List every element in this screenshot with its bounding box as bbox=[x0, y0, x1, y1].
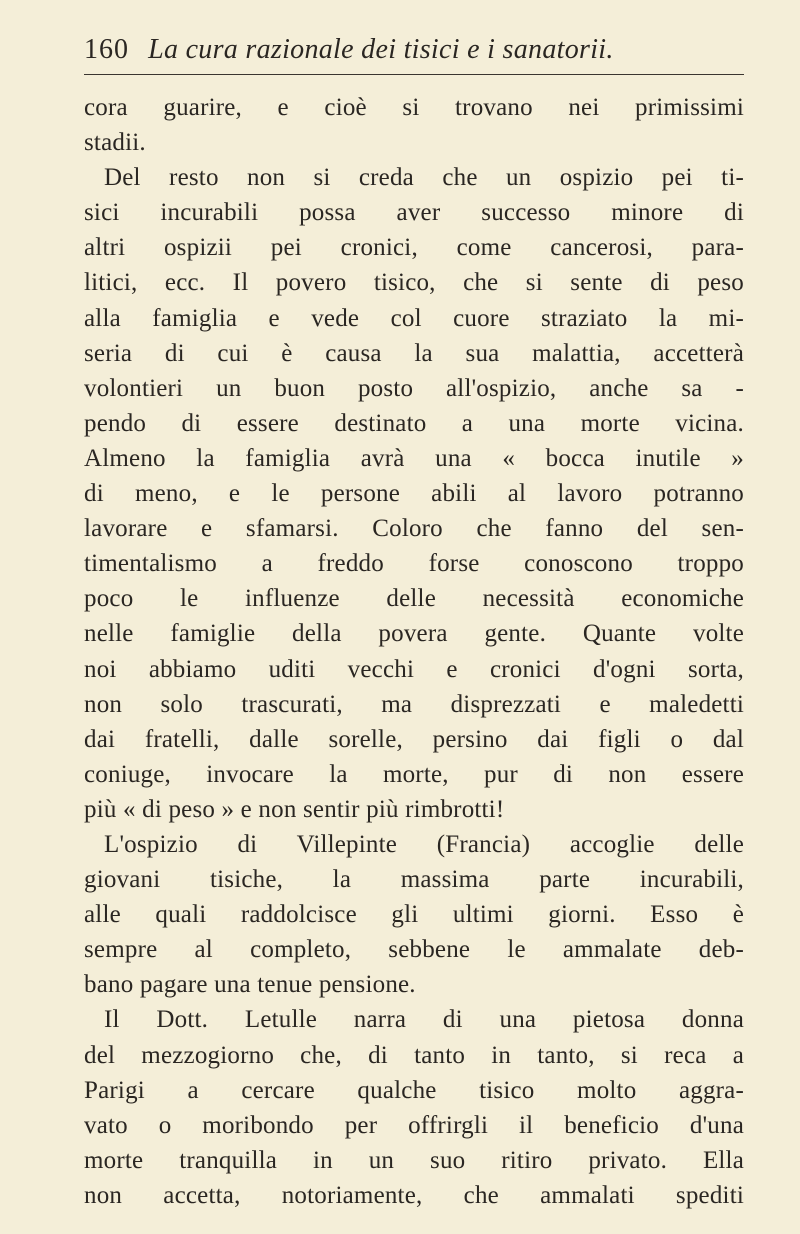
text-line: morte tranquilla in un suo ritiro privato. Ella bbox=[84, 1146, 744, 1174]
text-line: timentalismo a freddo forse conoscono troppo bbox=[84, 550, 744, 578]
text-line: Almeno la famiglia avrà una « bocca inutile » bbox=[84, 444, 744, 472]
text-line: alle quali raddolcisce gli ultimi giorni. Esso è bbox=[84, 901, 744, 929]
page-number: 160 bbox=[84, 34, 129, 65]
text-line: stadii. bbox=[84, 129, 146, 157]
text-line: di meno, e le persone abili al lavoro potranno bbox=[84, 480, 744, 508]
text-line: pendo di essere destinato a una morte vicina. bbox=[84, 409, 744, 437]
text-line: noi abbiamo uditi vecchi e cronici d'ogni sorta, bbox=[84, 655, 744, 683]
text-line: non accetta, notoriamente, che ammalati spediti bbox=[84, 1181, 744, 1209]
text-line: sici incurabili possa aver successo minore di bbox=[84, 199, 744, 227]
text-line: Parigi a cercare qualche tisico molto aggra- bbox=[84, 1076, 744, 1104]
running-title: La cura razionale dei tisici e i sanatorii. bbox=[148, 34, 614, 65]
header-rule bbox=[84, 74, 744, 75]
text-line: coniuge, invocare la morte, pur di non essere bbox=[84, 760, 744, 788]
text-line: Del resto non si creda che un ospizio pei ti- bbox=[104, 164, 744, 192]
text-line: non solo trascurati, ma disprezzati e maledetti bbox=[84, 690, 744, 718]
running-head bbox=[84, 34, 744, 74]
text-line: cora guarire, e cioè si trovano nei primissimi bbox=[84, 94, 744, 121]
text-line: litici, ecc. Il povero tisico, che si sente di peso bbox=[84, 269, 744, 297]
text-line: del mezzogiorno che, di tanto in tanto, si reca a bbox=[84, 1041, 744, 1069]
text-line: poco le influenze delle necessità economiche bbox=[84, 585, 744, 613]
text-line: giovani tisiche, la massima parte incurabili, bbox=[84, 866, 744, 894]
text-line: dai fratelli, dalle sorelle, persino dai figli o dal bbox=[84, 725, 744, 753]
text-line: alla famiglia e vede col cuore straziato la mi- bbox=[84, 304, 744, 332]
text-line: altri ospizii pei cronici, come cancerosi, para- bbox=[84, 234, 744, 262]
text-line: seria di cui è causa la sua malattia, accetterà bbox=[84, 339, 744, 367]
body-text bbox=[84, 90, 744, 1213]
text-line: L'ospizio di Villepinte (Francia) accoglie delle bbox=[104, 830, 744, 858]
text-line: Il Dott. Letulle narra di una pietosa donna bbox=[104, 1006, 744, 1034]
text-line: nelle famiglie della povera gente. Quante volte bbox=[84, 620, 744, 648]
text-line: sempre al completo, sebbene le ammalate deb- bbox=[84, 936, 744, 964]
text-line: lavorare e sfamarsi. Coloro che fanno del sen- bbox=[84, 515, 744, 543]
text-line: vato o moribondo per offrirgli il beneficio d'una bbox=[84, 1111, 744, 1139]
text-line: più « di peso » e non sentir più rimbrotti! bbox=[84, 795, 505, 823]
text-line: volontieri un buon posto all'ospizio, anche sa - bbox=[84, 374, 744, 402]
text-line: bano pagare una tenue pensione. bbox=[84, 971, 416, 999]
